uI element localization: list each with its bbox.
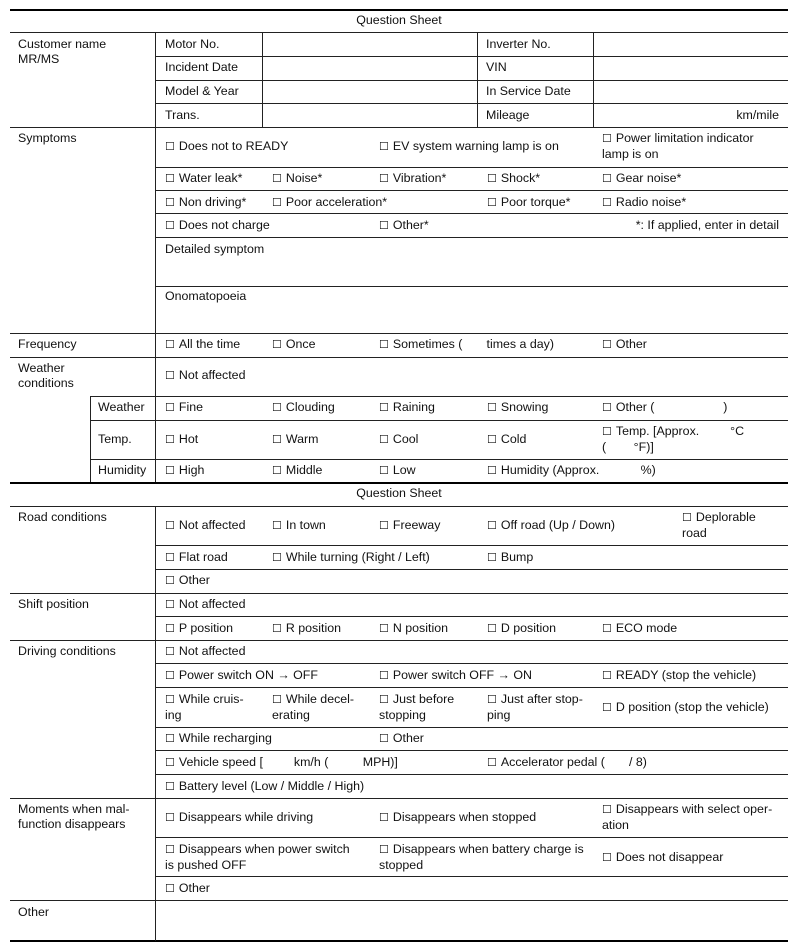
shift-not-affected[interactable] <box>165 597 245 613</box>
checkbox-icon: ☐ <box>602 133 612 145</box>
checkbox-icon: ☐ <box>379 141 389 153</box>
humidity-approx[interactable] <box>487 463 656 479</box>
option-label: Gear noise* <box>615 171 682 185</box>
option-label: Disappears with select oper- ation <box>602 802 773 832</box>
option-label: Just before stopping <box>379 692 455 722</box>
option-label: Other <box>178 573 210 587</box>
checkbox-icon: ☐ <box>487 694 497 706</box>
checkbox-icon: ☐ <box>602 804 612 816</box>
option-label: Temp. [Approx. °C ( °F)] <box>602 424 745 454</box>
option-label: Does not charge <box>178 218 270 232</box>
symptom-vibration[interactable] <box>379 171 446 187</box>
checkbox-icon: ☐ <box>272 552 282 564</box>
checkbox-icon: ☐ <box>602 402 612 414</box>
option-label: Shock* <box>500 171 541 185</box>
checkbox-icon: ☐ <box>165 402 175 414</box>
symptom-radio-noise[interactable] <box>602 195 686 211</box>
option-label: Poor torque* <box>500 195 571 209</box>
option-label: Humidity (Approx. %) <box>500 463 656 477</box>
driving-power-on-off[interactable] <box>165 668 318 684</box>
temp-warm[interactable] <box>272 432 318 448</box>
symptoms-label: Symptoms <box>18 131 77 145</box>
driving-other[interactable] <box>379 731 424 747</box>
checkbox-icon: ☐ <box>165 197 175 209</box>
option-label: Radio noise* <box>615 195 687 209</box>
option-label: While decel- erating <box>272 692 355 722</box>
option-label: Sometimes ( times a day) <box>392 337 554 351</box>
driving-recharging[interactable] <box>165 731 272 747</box>
option-label: Disappears when battery charge is stopped <box>379 842 584 872</box>
option-label: Accelerator pedal ( / 8) <box>500 755 647 769</box>
symptom-other[interactable] <box>379 218 429 234</box>
road-deplorable[interactable] <box>682 510 756 541</box>
checkbox-icon: ☐ <box>165 883 175 895</box>
driving-vehicle-speed[interactable] <box>165 755 398 771</box>
model-year-label: Model & Year <box>165 84 239 98</box>
option-label: Vibration* <box>392 171 447 185</box>
option-label: Power switch OFF → ON <box>392 668 532 682</box>
checkbox-icon: ☐ <box>165 370 175 382</box>
option-label: Hot <box>178 432 199 446</box>
other-label: Other <box>18 905 49 919</box>
temp-hot[interactable] <box>165 432 198 448</box>
option-label: READY (stop the vehicle) <box>615 668 757 682</box>
driving-not-affected[interactable] <box>165 644 245 660</box>
checkbox-icon: ☐ <box>602 623 612 635</box>
sheet-title-2: Question Sheet <box>356 486 442 500</box>
symptom-not-ready[interactable] <box>165 139 288 155</box>
option-label: Low <box>392 463 416 477</box>
symptom-does-not-charge[interactable] <box>165 218 270 234</box>
option-label: Noise* <box>285 171 323 185</box>
checkbox-icon: ☐ <box>165 520 175 532</box>
option-label: EV system warning lamp is on <box>392 139 559 153</box>
checkbox-icon: ☐ <box>165 781 175 793</box>
driving-accelerator-pedal[interactable] <box>487 755 647 771</box>
checkbox-icon: ☐ <box>272 694 282 706</box>
option-label: P position <box>178 621 234 635</box>
checkbox-icon: ☐ <box>379 173 389 185</box>
checkbox-icon: ☐ <box>379 844 389 856</box>
checkbox-icon: ☐ <box>272 339 282 351</box>
weather-clouding[interactable] <box>272 400 335 416</box>
moments-when-stopped[interactable] <box>379 810 536 826</box>
weather-snowing[interactable] <box>487 400 548 416</box>
weather-conditions-label: Weather conditions <box>18 361 74 390</box>
symptom-noise[interactable] <box>272 171 322 187</box>
option-label: Other <box>615 337 647 351</box>
temp-approx[interactable] <box>602 424 744 455</box>
option-label: ECO mode <box>615 621 678 635</box>
checkbox-icon: ☐ <box>272 623 282 635</box>
option-label: Cool <box>392 432 419 446</box>
temp-label: Temp. <box>98 432 132 446</box>
checkbox-icon: ☐ <box>379 812 389 824</box>
option-label: N position <box>392 621 448 635</box>
shift-d[interactable] <box>487 621 556 637</box>
checkbox-icon: ☐ <box>165 220 175 232</box>
motor-no-label: Motor No. <box>165 37 220 51</box>
option-label: Not affected <box>178 597 246 611</box>
temp-cool[interactable] <box>379 432 418 448</box>
option-label: Poor acceleration* <box>285 195 388 209</box>
checkbox-icon: ☐ <box>379 339 389 351</box>
checkbox-icon: ☐ <box>165 465 175 477</box>
in-service-date-label: In Service Date <box>486 84 571 98</box>
onomatopoeia-label: Onomatopoeia <box>165 289 247 303</box>
option-label: D position <box>500 621 556 635</box>
moments-battery-stopped[interactable] <box>379 842 584 873</box>
checkbox-icon: ☐ <box>165 599 175 611</box>
checkbox-icon: ☐ <box>602 173 612 185</box>
driving-conditions-label: Driving conditions <box>18 644 116 658</box>
checkbox-icon: ☐ <box>682 512 692 524</box>
checkbox-icon: ☐ <box>487 520 497 532</box>
checkbox-icon: ☐ <box>487 757 497 769</box>
checkbox-icon: ☐ <box>602 426 612 438</box>
option-label: Does not to READY <box>178 139 289 153</box>
checkbox-icon: ☐ <box>487 434 497 446</box>
driving-cruising[interactable] <box>165 692 244 723</box>
checkbox-icon: ☐ <box>165 844 175 856</box>
checkbox-icon: ☐ <box>602 339 612 351</box>
shift-n[interactable] <box>379 621 448 637</box>
checkbox-icon: ☐ <box>165 434 175 446</box>
checkbox-icon: ☐ <box>487 197 497 209</box>
checkbox-icon: ☐ <box>165 552 175 564</box>
option-label: Not affected <box>178 368 246 382</box>
humidity-middle[interactable] <box>272 463 322 479</box>
road-not-affected[interactable] <box>165 518 245 534</box>
incident-date-label: Incident Date <box>165 60 239 74</box>
driving-d-stop[interactable] <box>602 700 769 716</box>
frequency-other[interactable] <box>602 337 647 353</box>
road-in-town[interactable] <box>272 518 326 534</box>
option-label: Flat road <box>178 550 228 564</box>
moments-while-driving[interactable] <box>165 810 313 826</box>
option-label: Just after stop- ping <box>487 692 583 722</box>
moments-not-disappear[interactable] <box>602 850 723 866</box>
humidity-low[interactable] <box>379 463 416 479</box>
shift-eco[interactable] <box>602 621 677 637</box>
checkbox-icon: ☐ <box>487 552 497 564</box>
frequency-once[interactable] <box>272 337 316 353</box>
checkbox-icon: ☐ <box>602 197 612 209</box>
moments-other[interactable] <box>165 881 210 897</box>
symptom-note: *: If applied, enter in detail <box>635 218 779 232</box>
checkbox-icon: ☐ <box>165 812 175 824</box>
option-label: Not affected <box>178 518 246 532</box>
checkbox-icon: ☐ <box>165 623 175 635</box>
option-label: In town <box>285 518 326 532</box>
driving-before-stopping[interactable] <box>379 692 454 723</box>
checkbox-icon: ☐ <box>165 694 175 706</box>
option-label: Vehicle speed [ km/h ( MPH)] <box>178 755 398 769</box>
option-label: Raining <box>392 400 435 414</box>
driving-decelerating[interactable] <box>272 692 354 723</box>
checkbox-icon: ☐ <box>379 220 389 232</box>
weather-raining[interactable] <box>379 400 435 416</box>
humidity-high[interactable] <box>165 463 204 479</box>
option-label: Snowing <box>500 400 549 414</box>
option-label: Once <box>285 337 316 351</box>
moments-power-off[interactable] <box>165 842 350 873</box>
option-label: While recharging <box>178 731 272 745</box>
option-label: Deplorable road <box>682 510 756 540</box>
moments-select-operation[interactable] <box>602 802 772 833</box>
mileage-label: Mileage <box>486 108 530 122</box>
driving-ready-stop[interactable] <box>602 668 756 684</box>
road-conditions-label: Road conditions <box>18 510 107 524</box>
option-label: Does not disappear <box>615 850 724 864</box>
checkbox-icon: ☐ <box>602 702 612 714</box>
customer-label: Customer name MR/MS <box>18 37 107 66</box>
detailed-symptom-label: Detailed symptom <box>165 242 265 256</box>
checkbox-icon: ☐ <box>165 173 175 185</box>
symptom-water-leak[interactable] <box>165 171 242 187</box>
driving-after-stopping[interactable] <box>487 692 583 723</box>
checkbox-icon: ☐ <box>487 173 497 185</box>
symptom-non-driving[interactable] <box>165 195 246 211</box>
weather-other[interactable] <box>602 400 727 416</box>
option-label: Cold <box>500 432 527 446</box>
option-label: Other* <box>392 218 429 232</box>
checkbox-icon: ☐ <box>165 575 175 587</box>
checkbox-icon: ☐ <box>379 520 389 532</box>
checkbox-icon: ☐ <box>165 141 175 153</box>
checkbox-icon: ☐ <box>272 173 282 185</box>
option-label: Off road (Up / Down) <box>500 518 615 532</box>
option-label: Not affected <box>178 644 246 658</box>
checkbox-icon: ☐ <box>379 434 389 446</box>
checkbox-icon: ☐ <box>379 465 389 477</box>
vin-label: VIN <box>486 60 507 74</box>
symptom-ev-warning[interactable] <box>379 139 559 155</box>
checkbox-icon: ☐ <box>165 757 175 769</box>
checkbox-icon: ☐ <box>165 646 175 658</box>
option-label: Disappears when stopped <box>392 810 537 824</box>
road-flat[interactable] <box>165 550 228 566</box>
road-freeway[interactable] <box>379 518 440 534</box>
frequency-all-time[interactable] <box>165 337 240 353</box>
option-label: R position <box>285 621 341 635</box>
option-label: Battery level (Low / Middle / High) <box>178 779 365 793</box>
checkbox-icon: ☐ <box>487 465 497 477</box>
weather-not-affected[interactable] <box>165 368 245 384</box>
option-label: Power limitation indicator lamp is on <box>602 131 754 161</box>
checkbox-icon: ☐ <box>165 670 175 682</box>
trans-label: Trans. <box>165 108 200 122</box>
frequency-sometimes[interactable] <box>379 337 554 353</box>
frequency-label: Frequency <box>18 337 77 351</box>
option-label: Freeway <box>392 518 441 532</box>
checkbox-icon: ☐ <box>379 670 389 682</box>
humidity-label: Humidity <box>98 463 147 477</box>
option-label: High <box>178 463 205 477</box>
checkbox-icon: ☐ <box>602 670 612 682</box>
option-label: Water leak* <box>178 171 243 185</box>
symptom-power-limitation[interactable] <box>602 131 754 162</box>
driving-battery-level[interactable] <box>165 779 364 795</box>
inverter-no-label: Inverter No. <box>486 37 551 51</box>
symptom-gear-noise[interactable] <box>602 171 681 187</box>
symptom-poor-torque[interactable] <box>487 195 570 211</box>
option-label: Fine <box>178 400 203 414</box>
option-label: Disappears when power switch is pushed OFF <box>165 842 350 872</box>
checkbox-icon: ☐ <box>165 339 175 351</box>
weather-fine[interactable] <box>165 400 203 416</box>
checkbox-icon: ☐ <box>272 197 282 209</box>
symptom-poor-acceleration[interactable] <box>272 195 387 211</box>
option-label: While cruis- ing <box>165 692 244 722</box>
option-label: Disappears while driving <box>178 810 314 824</box>
checkbox-icon: ☐ <box>272 520 282 532</box>
checkbox-icon: ☐ <box>165 733 175 745</box>
checkbox-icon: ☐ <box>379 694 389 706</box>
option-label: Non driving* <box>178 195 247 209</box>
symptom-shock[interactable] <box>487 171 540 187</box>
moments-label: Moments when mal- function disappears <box>18 802 130 831</box>
checkbox-icon: ☐ <box>272 434 282 446</box>
road-bump[interactable] <box>487 550 533 566</box>
option-label: Middle <box>285 463 323 477</box>
checkbox-icon: ☐ <box>272 402 282 414</box>
option-label: Power switch ON → OFF <box>178 668 318 682</box>
checkbox-icon: ☐ <box>379 402 389 414</box>
option-label: Warm <box>285 432 319 446</box>
road-other[interactable] <box>165 573 210 589</box>
option-label: Clouding <box>285 400 335 414</box>
option-label: All the time <box>178 337 241 351</box>
road-off-road[interactable] <box>487 518 615 534</box>
shift-p[interactable] <box>165 621 233 637</box>
option-label: Other <box>392 731 424 745</box>
driving-power-off-on[interactable] <box>379 668 532 684</box>
sheet-title: Question Sheet <box>356 13 442 27</box>
checkbox-icon: ☐ <box>602 852 612 864</box>
checkbox-icon: ☐ <box>487 402 497 414</box>
shift-position-label: Shift position <box>18 597 89 611</box>
option-label: Other ( ) <box>615 400 728 414</box>
option-label: While turning (Right / Left) <box>285 550 430 564</box>
shift-r[interactable] <box>272 621 341 637</box>
checkbox-icon: ☐ <box>379 623 389 635</box>
checkbox-icon: ☐ <box>487 623 497 635</box>
road-turning[interactable] <box>272 550 430 566</box>
checkbox-icon: ☐ <box>272 465 282 477</box>
option-label: D position (stop the vehicle) <box>615 700 769 714</box>
checkbox-icon: ☐ <box>379 733 389 745</box>
temp-cold[interactable] <box>487 432 526 448</box>
option-label: Bump <box>500 550 534 564</box>
option-label: Other <box>178 881 210 895</box>
mileage-unit: km/mile <box>736 108 779 122</box>
weather-label: Weather <box>98 400 145 414</box>
